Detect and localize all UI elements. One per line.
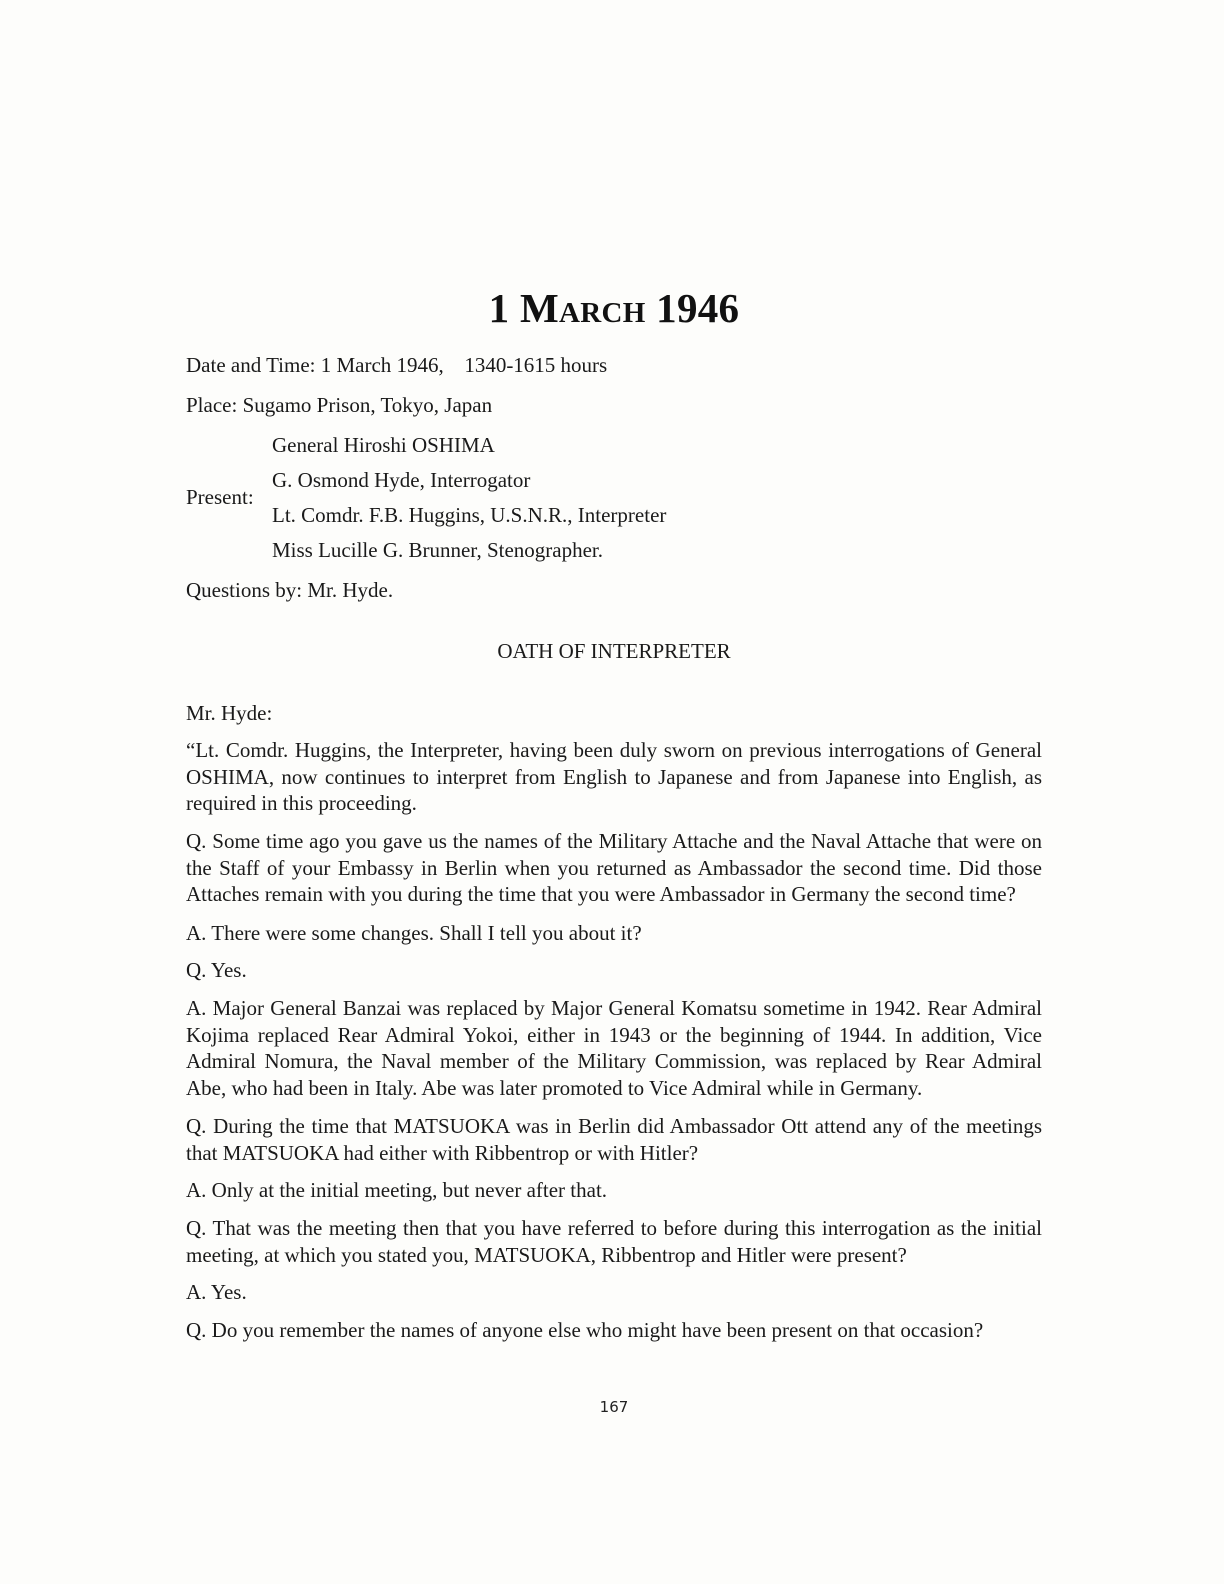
speaker-label: Mr. Hyde: xyxy=(186,701,273,725)
place-value: Sugamo Prison, Tokyo, Japan xyxy=(242,393,493,417)
paragraph: A. There were some changes. Shall I tell you about it? xyxy=(186,921,642,945)
paragraph: A. Only at the initial meeting, but never after that. xyxy=(186,1178,608,1202)
present-label: Present: xyxy=(186,485,254,509)
present-item: G. Osmond Hyde, Interrogator xyxy=(272,468,531,492)
paragraph: A. Yes. xyxy=(186,1280,247,1304)
page-number: 167 xyxy=(599,1398,629,1416)
paragraph: Q. Do you remember the names of anyone else who might have been present on that occasion? xyxy=(186,1318,984,1342)
date-time-line xyxy=(186,352,607,379)
questions-by-label: Questions by: xyxy=(186,578,303,602)
paragraph: A. Major General Banzai was replaced by Major General Komatsu sometime in 1942. Rear Admiral Kojima replaced Rear Admiral Yokoi, either in 1943 or the beginning of 1944. In addition, Vice Admiral Nomura, the Naval member of the Military Commission, was replaced by Rear Admiral Abe, who had been in Italy. Abe was later promoted to Vice Admiral while in Germany. xyxy=(186,996,1042,1100)
page-title: 1 March 1946 xyxy=(488,285,740,331)
paragraph: Q. Yes. xyxy=(186,958,247,982)
present-item: General Hiroshi OSHIMA xyxy=(272,433,495,457)
paragraph: “Lt. Comdr. Huggins, the Interpreter, having been duly sworn on previous interrogations of General OSHIMA, now continues to interpret from English to Japanese and from Japanese into English, as required in this proceeding. xyxy=(186,738,1042,815)
questions-by-value: Mr. Hyde. xyxy=(307,578,394,602)
place-label: Place: xyxy=(186,393,238,417)
place-line xyxy=(186,392,492,419)
paragraph: Q. That was the meeting then that you have referred to before during this interrogation as the initial meeting, at which you stated you, MATSUOKA, Ribbentrop and Hitler were present? xyxy=(186,1216,1042,1267)
paragraph: Q. During the time that MATSUOKA was in Berlin did Ambassador Ott attend any of the meetings that MATSUOKA had either with Ribbentrop or with Hitler? xyxy=(186,1114,1042,1165)
date-time-value: 1 March 1946, xyxy=(320,353,444,377)
present-list xyxy=(272,432,666,572)
present-item: Miss Lucille G. Brunner, Stenographer. xyxy=(272,538,604,562)
present-item: Lt. Comdr. F.B. Huggins, U.S.N.R., Interpreter xyxy=(272,503,667,527)
section-heading: OATH OF INTERPRETER xyxy=(497,639,731,663)
date-time-label: Date and Time: xyxy=(186,353,316,377)
questions-by-line xyxy=(186,577,393,604)
hours-value: 1340-1615 hours xyxy=(464,353,608,377)
paragraph: Q. Some time ago you gave us the names of the Military Attache and the Naval Attache that were on the Staff of your Embassy in Berlin when you returned as Ambassador the second time. Did those Attaches remain with you during the time that you were Ambassador in Germany the second time? xyxy=(186,829,1042,906)
